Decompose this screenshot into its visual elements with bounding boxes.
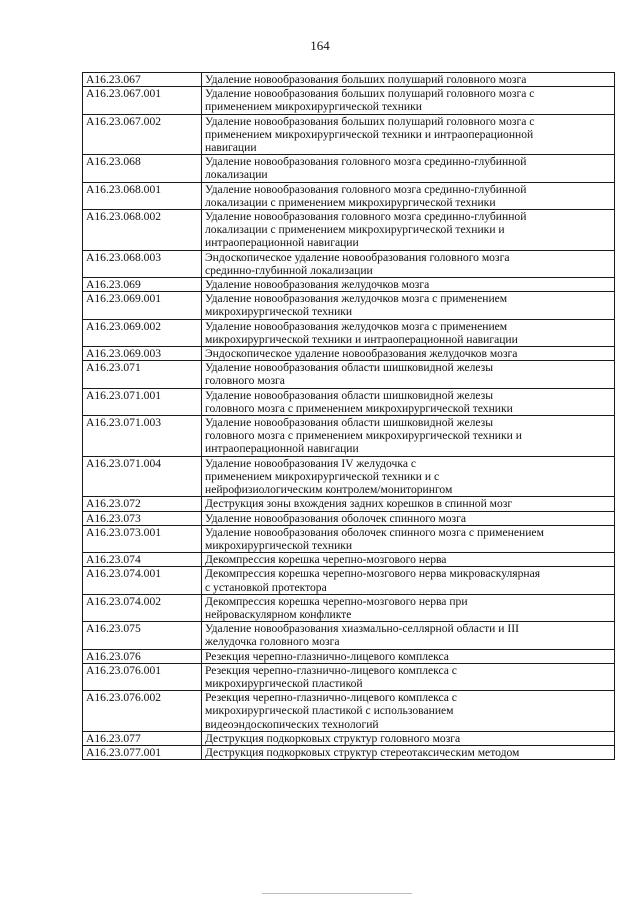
table-row: [83, 511, 615, 525]
table-body: [83, 73, 615, 760]
procedure-code: A16.23.072: [83, 497, 202, 511]
table-row: [83, 87, 615, 114]
table-row: [83, 319, 615, 346]
procedure-code: A16.23.073.001: [83, 525, 202, 552]
procedure-name: Эндоскопическое удаление новообразования головного мозга срединно-глубинной локализации: [202, 250, 615, 277]
procedure-name: Удаление новообразования головного мозга срединно-глубинной локализации с применением микрохирургической техники: [202, 182, 615, 209]
procedure-name: Удаление новообразования больших полушарий головного мозга: [202, 73, 615, 87]
table-row: [83, 114, 615, 155]
procedure-code: A16.23.071.001: [83, 388, 202, 415]
table-row: [83, 649, 615, 663]
table-row: [83, 182, 615, 209]
procedure-name: Удаление новообразования желудочков мозга: [202, 278, 615, 292]
procedure-code: A16.23.067.002: [83, 114, 202, 155]
procedure-name: Деструкция зоны вхождения задних корешков в спинной мозг: [202, 497, 615, 511]
procedure-code: A16.23.074: [83, 553, 202, 567]
table-row: [83, 731, 615, 745]
procedure-code: A16.23.074.001: [83, 567, 202, 594]
procedure-code: A16.23.073: [83, 511, 202, 525]
procedure-name: Удаление новообразования области шишковидной железы головного мозга: [202, 361, 615, 388]
procedure-name: Удаление новообразования головного мозга срединно-глубинной локализации с применением микрохирургической техники и интраоперационной навигации: [202, 210, 615, 251]
procedure-name: Декомпрессия корешка черепно-мозгового нерва микроваскулярная с установкой протектора: [202, 567, 615, 594]
procedure-name: Деструкция подкорковых структур головного мозга: [202, 731, 615, 745]
procedure-code: A16.23.067.001: [83, 87, 202, 114]
table-row: [83, 278, 615, 292]
procedure-code: A16.23.074.002: [83, 594, 202, 621]
table-row: [83, 622, 615, 649]
procedure-name: Резекция черепно-глазнично-лицевого комплекса: [202, 649, 615, 663]
procedure-name: Удаление новообразования оболочек спинного мозга с применением микрохирургической техники: [202, 525, 615, 552]
procedure-code: A16.23.077: [83, 731, 202, 745]
table-row: [83, 594, 615, 621]
table-row: [83, 663, 615, 690]
procedure-code: A16.23.069.001: [83, 292, 202, 319]
procedure-name: Удаление новообразования головного мозга срединно-глубинной локализации: [202, 155, 615, 182]
table-row: [83, 745, 615, 759]
table-row: [83, 456, 615, 497]
procedure-code: A16.23.071: [83, 361, 202, 388]
procedure-name: Удаление новообразования области шишковидной железы головного мозга с применением микрохирургической техники: [202, 388, 615, 415]
procedure-name: Удаление новообразования хиазмально-селлярной области и III желудочка головного мозга: [202, 622, 615, 649]
procedure-code: A16.23.076.002: [83, 691, 202, 732]
procedure-name: Удаление новообразования оболочек спинного мозга: [202, 511, 615, 525]
procedure-name: Декомпрессия корешка черепно-мозгового нерва при нейроваскулярном конфликте: [202, 594, 615, 621]
procedure-name: Удаление новообразования IV желудочка с применением микрохирургической техники и с нейрофизиологическим контролем/мониторингом: [202, 456, 615, 497]
procedure-code: A16.23.071.003: [83, 416, 202, 457]
table-row: [83, 567, 615, 594]
table-row: [83, 73, 615, 87]
procedure-code: A16.23.068.002: [83, 210, 202, 251]
procedure-name: Удаление новообразования желудочков мозга с применением микрохирургической техники: [202, 292, 615, 319]
procedure-name: Удаление новообразования больших полушарий головного мозга с применением микрохирургической техники: [202, 87, 615, 114]
table-row: [83, 388, 615, 415]
table-row: [83, 250, 615, 277]
table-row: [83, 553, 615, 567]
procedure-code: A16.23.069: [83, 278, 202, 292]
table-row: [83, 347, 615, 361]
page-number: 164: [310, 38, 330, 53]
table-row: [83, 525, 615, 552]
procedure-name: Удаление новообразования больших полушарий головного мозга с применением микрохирургической техники и интраоперационной навигации: [202, 114, 615, 155]
procedure-name: Резекция черепно-глазнично-лицевого комплекса с микрохирургической пластикой с использованием видеоэндоскопических технологий: [202, 691, 615, 732]
procedure-name: Резекция черепно-глазнично-лицевого комплекса с микрохирургической пластикой: [202, 663, 615, 690]
procedure-name: Эндоскопическое удаление новообразования желудочков мозга: [202, 347, 615, 361]
procedure-code: A16.23.071.004: [83, 456, 202, 497]
table-row: [83, 691, 615, 732]
procedure-code: A16.23.075: [83, 622, 202, 649]
procedure-code: A16.23.067: [83, 73, 202, 87]
procedure-code: A16.23.068: [83, 155, 202, 182]
table-row: [83, 497, 615, 511]
procedure-codes-table: [82, 72, 615, 760]
procedure-code: A16.23.069.003: [83, 347, 202, 361]
procedure-code: A16.23.068.003: [83, 250, 202, 277]
procedure-code: A16.23.077.001: [83, 745, 202, 759]
procedure-code: A16.23.068.001: [83, 182, 202, 209]
procedure-name: Удаление новообразования желудочков мозга с применением микрохирургической техники и интраоперационной навигации: [202, 319, 615, 346]
table-row: [83, 361, 615, 388]
procedure-code: A16.23.069.002: [83, 319, 202, 346]
procedure-name: Декомпрессия корешка черепно-мозгового нерва: [202, 553, 615, 567]
procedure-name: Удаление новообразования области шишковидной железы головного мозга с применением микрохирургической техники и интраоперационной навигации: [202, 416, 615, 457]
table-row: [83, 210, 615, 251]
procedure-code: A16.23.076.001: [83, 663, 202, 690]
table-row: [83, 292, 615, 319]
procedure-name: Деструкция подкорковых структур стереотаксическим методом: [202, 745, 615, 759]
table-row: [83, 416, 615, 457]
table-row: [83, 155, 615, 182]
procedure-code: A16.23.076: [83, 649, 202, 663]
scan-edge-line: [262, 893, 412, 894]
